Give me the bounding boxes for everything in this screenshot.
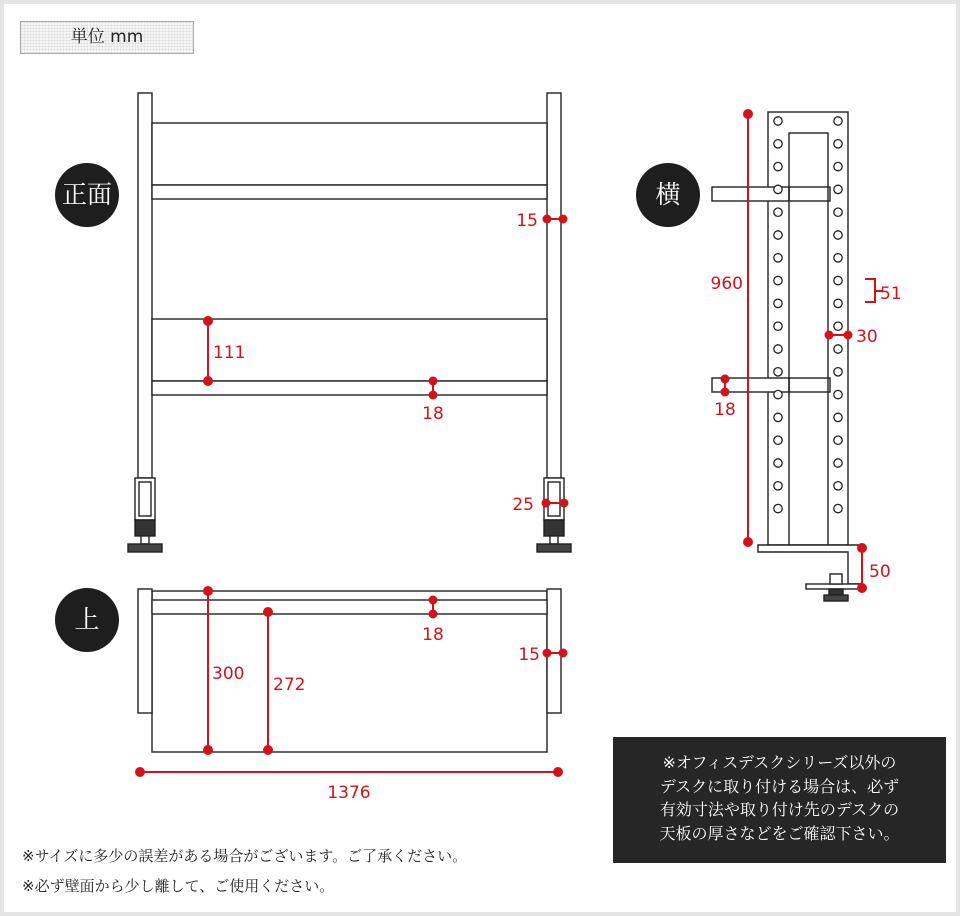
- side-hole: [834, 208, 842, 216]
- side-hole: [834, 368, 842, 376]
- side-hole: [834, 299, 842, 307]
- side-hole: [834, 436, 842, 444]
- note-line: デスクに取り付ける場合は、必ず: [659, 776, 900, 796]
- dim-top-shelf-thickness: 18: [422, 625, 444, 645]
- side-hole: [834, 504, 842, 512]
- dim-shelf-thickness: 18: [422, 404, 444, 424]
- side-hole: [774, 413, 782, 421]
- side-hole: [774, 117, 782, 125]
- side-hole: [774, 436, 782, 444]
- dim-clamp-width: 25: [512, 495, 534, 515]
- footnote-size-error: ※サイズに多少の誤差がある場合がございます。ご了承ください。: [22, 847, 468, 865]
- front-view: [128, 93, 571, 552]
- dim-front-frame-width: 15: [516, 211, 538, 231]
- side-hole: [774, 276, 782, 284]
- top-view: [138, 589, 561, 752]
- side-hole: [774, 390, 782, 398]
- dim-shelf-gap: 111: [213, 343, 246, 363]
- front-left-clamp: [135, 478, 155, 520]
- side-hole: [834, 276, 842, 284]
- side-hole: [774, 208, 782, 216]
- front-mid-panel: [152, 319, 547, 381]
- top-rail: [152, 600, 547, 614]
- front-top-panel: [152, 123, 547, 185]
- side-hole: [774, 459, 782, 467]
- side-hole: [774, 368, 782, 376]
- note-line: 天板の厚さなどをご確認下さい。: [659, 823, 900, 843]
- side-hole: [774, 231, 782, 239]
- side-hole: [774, 345, 782, 353]
- side-view: [712, 112, 862, 601]
- side-hole: [774, 254, 782, 262]
- top-view-label: 上: [55, 588, 119, 652]
- side-hole: [834, 322, 842, 330]
- side-hole: [774, 482, 782, 490]
- dim-total-width: 1376: [327, 783, 371, 803]
- top-left-post: [138, 589, 152, 713]
- side-hole: [834, 254, 842, 262]
- side-post-slot: [789, 133, 828, 545]
- side-hole: [834, 413, 842, 421]
- side-hole: [774, 322, 782, 330]
- side-hole: [834, 459, 842, 467]
- side-hole: [774, 299, 782, 307]
- dim-top-depth-inner: 272: [273, 675, 306, 695]
- side-hole: [774, 185, 782, 193]
- side-hole: [834, 390, 842, 398]
- side-hole: [834, 231, 842, 239]
- side-view-label: 横: [636, 163, 700, 227]
- dim-hole-pitch: 51: [880, 284, 902, 304]
- side-hole: [774, 162, 782, 170]
- side-hole: [834, 140, 842, 148]
- dim-clamp-height: 50: [869, 562, 891, 582]
- installation-note: [613, 737, 946, 863]
- dim-side-depth: 30: [856, 327, 878, 347]
- front-upper-rail: [152, 185, 547, 199]
- note-line: 有効寸法や取り付け先のデスクの: [659, 800, 900, 819]
- dim-top-depth-outer: 300: [212, 664, 245, 684]
- note-line: ※オフィスデスクシリーズ以外の: [662, 753, 897, 772]
- dim-top-frame-width: 15: [518, 645, 540, 665]
- side-clamp: [758, 545, 862, 584]
- dim-side-shelf-thickness: 18: [714, 400, 736, 420]
- unit-label: 単位 mm: [20, 21, 194, 54]
- side-hole: [834, 185, 842, 193]
- side-hole: [774, 504, 782, 512]
- side-hole: [834, 345, 842, 353]
- side-hole: [834, 162, 842, 170]
- side-hole: [774, 140, 782, 148]
- dim-side-height: 960: [710, 274, 743, 294]
- front-view-label: 正面: [55, 163, 119, 227]
- footnote-wall-distance: ※必ず壁面から少し離して、ご使用ください。: [22, 877, 335, 895]
- front-left-post: [138, 93, 152, 478]
- side-hole: [834, 482, 842, 490]
- side-hole: [834, 117, 842, 125]
- front-right-post: [547, 93, 561, 478]
